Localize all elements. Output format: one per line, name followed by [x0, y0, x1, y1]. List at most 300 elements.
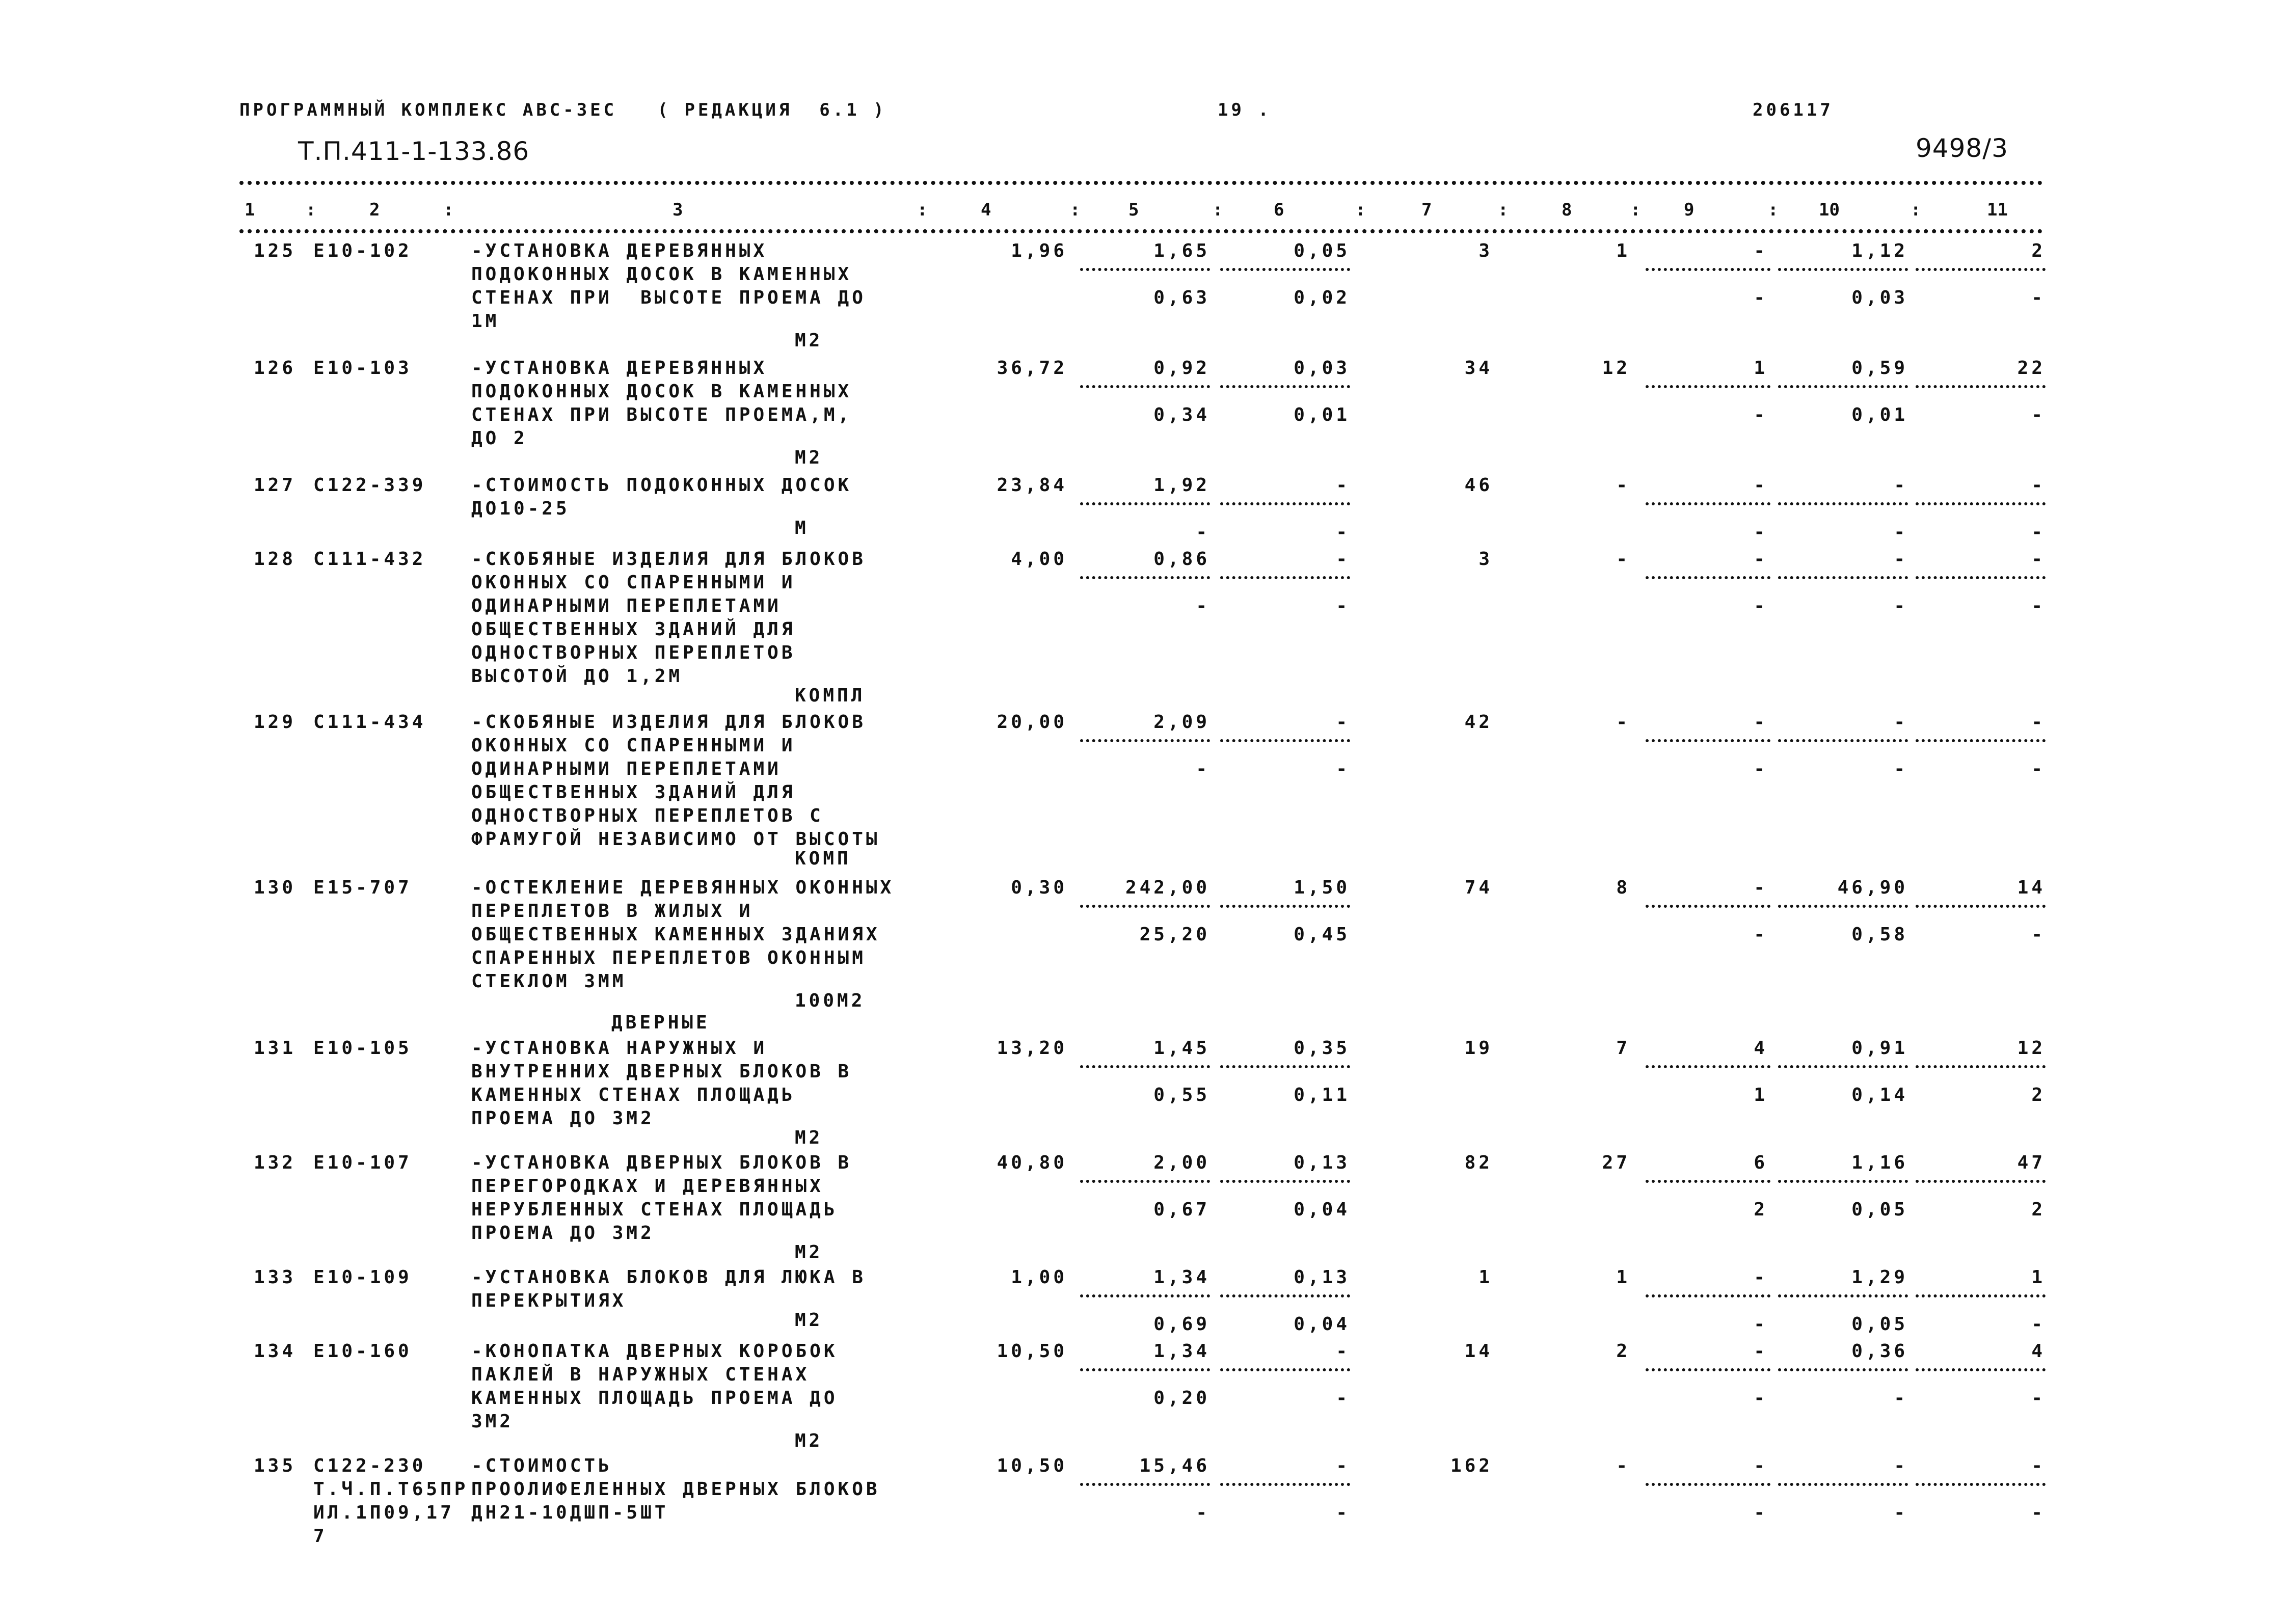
cost-divider: [1778, 1065, 1908, 1068]
labor-c: 1: [2031, 1267, 2046, 1288]
cost-divider: [1778, 905, 1908, 908]
unit-cost-wages: 25,20: [1139, 924, 1210, 945]
labor-c-sub: 2: [2031, 1199, 2046, 1220]
labor-c: 4: [2031, 1341, 2046, 1362]
cost-divider: [1916, 1368, 2046, 1371]
labor-c-sub: -: [2031, 287, 2046, 308]
norm-code: Е10-105: [313, 1038, 412, 1059]
unit-cost-machines: -: [1336, 1455, 1350, 1476]
unit-cost-machines: 0,13: [1294, 1267, 1350, 1288]
labor-b-sub: -: [1894, 759, 1908, 779]
labor-c-sub: -: [2031, 759, 2046, 779]
work-description-line: ОБЩЕСТВЕННЫХ ЗДАНИЙ ДЛЯ: [471, 782, 796, 803]
work-description-line: -УСТАНОВКА ДВЕРНЫХ БЛОКОВ В: [471, 1152, 852, 1173]
total-cost: 74: [1464, 877, 1493, 898]
work-description-line: -КОНОПАТКА ДВЕРНЫХ КОРОБОК: [471, 1341, 838, 1362]
cost-divider: [1778, 1180, 1908, 1183]
quantity: 0,30: [1011, 877, 1067, 898]
cost-divider: [1220, 905, 1350, 908]
work-description-line: -УСТАНОВКА ДЕРЕВЯННЫХ: [471, 358, 768, 378]
norm-code: Е10-102: [313, 240, 412, 261]
total-cost: 42: [1464, 712, 1493, 733]
row-number: 125: [254, 240, 297, 261]
work-description-line: ОДНОСТВОРНЫХ ПЕРЕПЛЕТОВ: [471, 642, 796, 663]
column-separator: :: [1768, 200, 1779, 220]
column-header-2: 2: [369, 200, 380, 220]
work-description-line: ВНУТРЕННИХ ДВЕРНЫХ БЛОКОВ В: [471, 1061, 852, 1082]
total-wages: 1: [1616, 1267, 1630, 1288]
quantity: 1,96: [1011, 240, 1067, 261]
column-header-6: 6: [1274, 200, 1284, 220]
cost-divider: [1220, 1294, 1350, 1297]
unit-cost-wages: 0,63: [1153, 287, 1210, 308]
work-description-line: ДН21-10ДШП-5ШТ: [471, 1502, 669, 1523]
work-description-line: ОДИНАРНЫМИ ПЕРЕПЛЕТАМИ: [471, 596, 782, 616]
column-separator: :: [1630, 200, 1641, 220]
quantity: 10,50: [997, 1341, 1067, 1362]
labor-a-sub: -: [1754, 404, 1768, 425]
work-description-line: КАМЕННЫХ ПЛОЩАДЬ ПРОЕМА ДО: [471, 1388, 838, 1409]
cost-divider: [1220, 576, 1350, 579]
header-rule-bottom: [239, 229, 2043, 233]
work-description-line: СТЕНАХ ПРИ ВЫСОТЕ ПРОЕМА ДО: [471, 287, 866, 308]
column-header-4: 4: [981, 200, 991, 220]
work-description-line: -УСТАНОВКА ДЕРЕВЯННЫХ: [471, 240, 768, 261]
labor-b-sub: -: [1894, 522, 1908, 543]
column-header-3: 3: [673, 200, 683, 220]
quantity: 4,00: [1011, 549, 1067, 570]
labor-c: 47: [2017, 1152, 2046, 1173]
document-code: 206117: [1753, 100, 1834, 120]
total-cost: 46: [1464, 475, 1493, 496]
column-separator: :: [1070, 200, 1081, 220]
cost-divider: [1080, 905, 1210, 908]
labor-a: -: [1754, 549, 1768, 570]
cost-divider: [1778, 502, 1908, 505]
labor-b-sub: -: [1894, 1388, 1908, 1409]
labor-a-sub: -: [1754, 1388, 1768, 1409]
total-wages: 12: [1602, 358, 1630, 378]
labor-b: 1,29: [1851, 1267, 1908, 1288]
work-description-line: ВЫСОТОЙ ДО 1,2М: [471, 666, 683, 687]
labor-a: -: [1754, 1267, 1768, 1288]
labor-c: 2: [2031, 240, 2046, 261]
work-description-line: -СКОБЯНЫЕ ИЗДЕЛИЯ ДЛЯ БЛОКОВ: [471, 712, 866, 733]
cost-divider: [1778, 268, 1908, 271]
unit-cost-machine-wages: -: [1336, 522, 1350, 543]
unit-cost-total: 1,34: [1153, 1267, 1210, 1288]
work-description-line: ДО 2: [471, 428, 528, 449]
labor-c: -: [2031, 712, 2046, 733]
labor-c-sub: 2: [2031, 1085, 2046, 1105]
column-header-8: 8: [1562, 200, 1572, 220]
labor-b: -: [1894, 1455, 1908, 1476]
labor-b: 46,90: [1837, 877, 1908, 898]
quantity: 40,80: [997, 1152, 1067, 1173]
unit-cost-machine-wages: -: [1336, 759, 1350, 779]
labor-a: -: [1754, 1455, 1768, 1476]
labor-c-sub: -: [2031, 1388, 2046, 1409]
cost-divider: [1646, 739, 1770, 742]
labor-b-sub: -: [1894, 596, 1908, 616]
cost-divider: [1080, 739, 1210, 742]
work-description-line: СПАРЕННЫХ ПЕРЕПЛЕТОВ ОКОННЫМ: [471, 948, 866, 968]
total-cost: 82: [1464, 1152, 1493, 1173]
labor-b-sub: 0,14: [1851, 1085, 1908, 1105]
unit-of-measure: М2: [795, 1127, 823, 1148]
total-wages: -: [1616, 475, 1630, 496]
norm-code: Е10-109: [313, 1267, 412, 1288]
cost-divider: [1916, 576, 2046, 579]
cost-divider: [1778, 1294, 1908, 1297]
quantity: 13,20: [997, 1038, 1067, 1059]
section-heading: ДВЕРНЫЕ: [611, 1012, 710, 1033]
cost-divider: [1778, 1368, 1908, 1371]
cost-divider: [1080, 1483, 1210, 1486]
row-number: 132: [254, 1152, 297, 1173]
unit-of-measure: М2: [795, 1242, 823, 1263]
unit-cost-machines: 0,03: [1294, 358, 1350, 378]
labor-a-sub: -: [1754, 522, 1768, 543]
work-description-line: ПРОЕМА ДО 3М2: [471, 1223, 655, 1243]
cost-divider: [1916, 739, 2046, 742]
unit-cost-machine-wages: 0,02: [1294, 287, 1350, 308]
labor-b: -: [1894, 475, 1908, 496]
labor-b: 0,91: [1851, 1038, 1908, 1059]
labor-a-sub: -: [1754, 924, 1768, 945]
norm-code: Е15-707: [313, 877, 412, 898]
labor-c: 14: [2017, 877, 2046, 898]
column-header-10: 10: [1819, 200, 1840, 220]
unit-cost-total: 1,34: [1153, 1341, 1210, 1362]
labor-c: -: [2031, 1455, 2046, 1476]
page-number: 19 .: [1218, 100, 1272, 120]
work-description-line: ПЕРЕПЛЕТОВ В ЖИЛЫХ И: [471, 901, 754, 922]
labor-a: 6: [1754, 1152, 1768, 1173]
norm-code: С122-230: [313, 1455, 426, 1476]
work-description-line: НЕРУБЛЕННЫХ СТЕНАХ ПЛОЩАДЬ: [471, 1199, 838, 1220]
unit-cost-machine-wages: -: [1336, 1502, 1350, 1523]
norm-code-extra: Т.Ч.П.Т65ПР: [313, 1479, 469, 1500]
total-cost: 34: [1464, 358, 1493, 378]
cost-divider: [1080, 268, 1210, 271]
column-separator: :: [1911, 200, 1921, 220]
unit-of-measure: М: [795, 518, 809, 538]
norm-code: Е10-107: [313, 1152, 412, 1173]
labor-b-sub: 0,01: [1851, 404, 1908, 425]
cost-divider: [1220, 268, 1350, 271]
labor-c: -: [2031, 549, 2046, 570]
labor-c: 22: [2017, 358, 2046, 378]
column-header-1: 1: [245, 200, 255, 220]
quantity: 1,00: [1011, 1267, 1067, 1288]
column-header-5: 5: [1128, 200, 1139, 220]
cost-divider: [1080, 502, 1210, 505]
work-description-line: ОКОННЫХ СО СПАРЕННЫМИ И: [471, 735, 796, 756]
row-number: 127: [254, 475, 297, 496]
labor-a-sub: -: [1754, 759, 1768, 779]
unit-cost-machines: 1,50: [1294, 877, 1350, 898]
unit-cost-total: 1,92: [1153, 475, 1210, 496]
labor-b: 1,12: [1851, 240, 1908, 261]
cost-divider: [1646, 268, 1770, 271]
cost-divider: [1080, 1294, 1210, 1297]
unit-cost-machine-wages: 0,04: [1294, 1199, 1350, 1220]
work-description-line: -СКОБЯНЫЕ ИЗДЕЛИЯ ДЛЯ БЛОКОВ: [471, 549, 866, 570]
unit-of-measure: М2: [795, 1310, 823, 1331]
labor-c-sub: -: [2031, 522, 2046, 543]
labor-a: 1: [1754, 358, 1768, 378]
cost-divider: [1646, 1065, 1770, 1068]
work-description-line: -СТОИМОСТЬ ПОДОКОННЫХ ДОСОК: [471, 475, 852, 496]
work-description-line: ПРОЕМА ДО 3М2: [471, 1108, 655, 1129]
work-description-line: ПАКЛЕЙ В НАРУЖНЫХ СТЕНАХ: [471, 1364, 810, 1385]
quantity: 10,50: [997, 1455, 1067, 1476]
work-description-line: -ОСТЕКЛЕНИЕ ДЕРЕВЯННЫХ ОКОННЫХ: [471, 877, 895, 898]
norm-code: С111-432: [313, 549, 426, 570]
column-separator: :: [306, 200, 316, 220]
unit-cost-wages: 0,34: [1153, 404, 1210, 425]
row-number: 131: [254, 1038, 297, 1059]
unit-cost-wages: 0,69: [1153, 1314, 1210, 1335]
unit-of-measure: М2: [795, 447, 823, 468]
total-cost: 14: [1464, 1341, 1493, 1362]
unit-cost-machines: 0,05: [1294, 240, 1350, 261]
labor-a-sub: 2: [1754, 1199, 1768, 1220]
norm-code: С111-434: [313, 712, 426, 733]
total-wages: 7: [1616, 1038, 1630, 1059]
unit-of-measure: М2: [795, 330, 823, 351]
quantity: 36,72: [997, 358, 1067, 378]
unit-cost-wages: 0,67: [1153, 1199, 1210, 1220]
unit-cost-total: 1,45: [1153, 1038, 1210, 1059]
unit-cost-machine-wages: 0,45: [1294, 924, 1350, 945]
labor-b-sub: 0,58: [1851, 924, 1908, 945]
labor-a: -: [1754, 475, 1768, 496]
total-wages: -: [1616, 712, 1630, 733]
labor-a-sub: 1: [1754, 1085, 1768, 1105]
cost-divider: [1220, 1065, 1350, 1068]
work-description-line: СТЕНАХ ПРИ ВЫСОТЕ ПРОЕМА,М,: [471, 404, 852, 425]
total-cost: 19: [1464, 1038, 1493, 1059]
unit-cost-machine-wages: 0,01: [1294, 404, 1350, 425]
labor-b: 0,36: [1851, 1341, 1908, 1362]
cost-divider: [1916, 385, 2046, 388]
labor-c-sub: -: [2031, 1314, 2046, 1335]
labor-b: -: [1894, 712, 1908, 733]
work-description-line: -УСТАНОВКА БЛОКОВ ДЛЯ ЛЮКА В: [471, 1267, 866, 1288]
cost-divider: [1916, 1294, 2046, 1297]
column-separator: :: [1498, 200, 1509, 220]
norm-code: Е10-160: [313, 1341, 412, 1362]
cost-divider: [1778, 385, 1908, 388]
unit-cost-wages: -: [1196, 522, 1210, 543]
column-separator: :: [1213, 200, 1223, 220]
total-wages: -: [1616, 1455, 1630, 1476]
cost-divider: [1220, 1483, 1350, 1486]
row-number: 133: [254, 1267, 297, 1288]
unit-cost-machine-wages: 0,11: [1294, 1085, 1350, 1105]
total-wages: -: [1616, 549, 1630, 570]
column-separator: :: [917, 200, 928, 220]
norm-code-extra: ИЛ.1П09,17: [313, 1502, 454, 1523]
total-wages: 2: [1616, 1341, 1630, 1362]
norm-code: С122-339: [313, 475, 426, 496]
unit-cost-machine-wages: -: [1336, 1388, 1350, 1409]
total-cost: 3: [1478, 549, 1493, 570]
work-description-line: ПОДОКОННЫХ ДОСОК В КАМЕННЫХ: [471, 264, 852, 285]
cost-divider: [1220, 1368, 1350, 1371]
unit-cost-total: 2,09: [1153, 712, 1210, 733]
cost-divider: [1916, 268, 2046, 271]
norm-code: Е10-103: [313, 358, 412, 378]
cost-divider: [1080, 1180, 1210, 1183]
work-description-line: ДО10-25: [471, 498, 570, 519]
unit-cost-total: 2,00: [1153, 1152, 1210, 1173]
unit-cost-wages: -: [1196, 596, 1210, 616]
cost-divider: [1778, 1483, 1908, 1486]
column-header-9: 9: [1684, 200, 1695, 220]
unit-of-measure: М2: [795, 1430, 823, 1451]
cost-divider: [1220, 739, 1350, 742]
labor-a-sub: -: [1754, 596, 1768, 616]
work-description-line: 1М: [471, 311, 500, 332]
labor-b-sub: -: [1894, 1502, 1908, 1523]
labor-c-sub: -: [2031, 404, 2046, 425]
labor-a-sub: -: [1754, 287, 1768, 308]
total-cost: 1: [1478, 1267, 1493, 1288]
work-description-line: ОБЩЕСТВЕННЫХ КАМЕННЫХ ЗДАНИЯХ: [471, 924, 880, 945]
cost-divider: [1220, 502, 1350, 505]
quantity: 20,00: [997, 712, 1067, 733]
program-title: ПРОГРАММНЫЙ КОМПЛЕКС АВС-3ЕС ( РЕДАКЦИЯ 6.1 ): [239, 100, 887, 120]
cost-divider: [1916, 1065, 2046, 1068]
labor-c-sub: -: [2031, 1502, 2046, 1523]
cost-divider: [1778, 576, 1908, 579]
cost-divider: [1778, 739, 1908, 742]
unit-cost-total: 1,65: [1153, 240, 1210, 261]
cost-divider: [1916, 502, 2046, 505]
work-description-line: КАМЕННЫХ СТЕНАХ ПЛОЩАДЬ: [471, 1085, 796, 1105]
unit-cost-machines: -: [1336, 475, 1350, 496]
cost-divider: [1646, 1180, 1770, 1183]
labor-b: -: [1894, 549, 1908, 570]
unit-cost-machines: -: [1336, 549, 1350, 570]
unit-cost-machines: 0,13: [1294, 1152, 1350, 1173]
handwritten-doc-reference: Т.П.411-1-133.86: [298, 137, 530, 166]
work-description-line: ОКОННЫХ СО СПАРЕННЫМИ И: [471, 572, 796, 593]
norm-code-extra: 7: [313, 1526, 328, 1547]
labor-a: -: [1754, 877, 1768, 898]
handwritten-sheet-number: 9498/3: [1916, 133, 2008, 163]
header-rule-top: [239, 181, 2043, 185]
quantity: 23,84: [997, 475, 1067, 496]
labor-a-sub: -: [1754, 1502, 1768, 1523]
labor-a: 4: [1754, 1038, 1768, 1059]
cost-divider: [1646, 1294, 1770, 1297]
cost-divider: [1646, 905, 1770, 908]
cost-divider: [1080, 576, 1210, 579]
row-number: 129: [254, 712, 297, 733]
unit-cost-wages: -: [1196, 759, 1210, 779]
labor-c: -: [2031, 475, 2046, 496]
work-description-line: ПЕРЕКРЫТИЯХ: [471, 1290, 627, 1311]
row-number: 134: [254, 1341, 297, 1362]
unit-cost-machines: 0,35: [1294, 1038, 1350, 1059]
cost-divider: [1646, 1368, 1770, 1371]
unit-cost-wages: 0,20: [1153, 1388, 1210, 1409]
unit-of-measure: КОМП: [795, 848, 851, 869]
row-number: 128: [254, 549, 297, 570]
column-separator: :: [443, 200, 454, 220]
work-description-line: -УСТАНОВКА НАРУЖНЫХ И: [471, 1038, 768, 1059]
work-description-line: ОБЩЕСТВЕННЫХ ЗДАНИЙ ДЛЯ: [471, 619, 796, 640]
work-description-line: ПЕРЕГОРОДКАХ И ДЕРЕВЯННЫХ: [471, 1176, 824, 1197]
work-description-line: СТЕКЛОМ 3ММ: [471, 971, 627, 992]
labor-a: -: [1754, 1341, 1768, 1362]
unit-cost-machine-wages: 0,04: [1294, 1314, 1350, 1335]
cost-divider: [1916, 1483, 2046, 1486]
cost-divider: [1080, 1368, 1210, 1371]
labor-c-sub: -: [2031, 924, 2046, 945]
labor-b-sub: 0,05: [1851, 1199, 1908, 1220]
unit-of-measure: 100М2: [795, 990, 866, 1011]
cost-divider: [1080, 1065, 1210, 1068]
cost-divider: [1646, 502, 1770, 505]
cost-divider: [1916, 905, 2046, 908]
cost-divider: [1646, 385, 1770, 388]
unit-cost-machines: -: [1336, 1341, 1350, 1362]
cost-divider: [1220, 385, 1350, 388]
unit-cost-machine-wages: -: [1336, 596, 1350, 616]
unit-cost-total: 0,86: [1153, 549, 1210, 570]
cost-divider: [1646, 576, 1770, 579]
cost-divider: [1220, 1180, 1350, 1183]
row-number: 130: [254, 877, 297, 898]
labor-a: -: [1754, 240, 1768, 261]
unit-cost-total: 0,92: [1153, 358, 1210, 378]
total-wages: 27: [1602, 1152, 1630, 1173]
work-description-line: ПРООЛИФЕЛЕННЫХ ДВЕРНЫХ БЛОКОВ: [471, 1479, 880, 1500]
labor-b: 1,16: [1851, 1152, 1908, 1173]
labor-b-sub: 0,03: [1851, 287, 1908, 308]
unit-cost-wages: 0,55: [1153, 1085, 1210, 1105]
work-description-line: ОДИНАРНЫМИ ПЕРЕПЛЕТАМИ: [471, 759, 782, 779]
row-number: 126: [254, 358, 297, 378]
column-separator: :: [1355, 200, 1366, 220]
cost-divider: [1916, 1180, 2046, 1183]
work-description-line: 3М2: [471, 1411, 514, 1432]
work-description-line: ФРАМУГОЙ НЕЗАВИСИМО ОТ ВЫСОТЫ: [471, 829, 880, 850]
work-description-line: ОДНОСТВОРНЫХ ПЕРЕПЛЕТОВ С: [471, 805, 824, 826]
column-header-7: 7: [1421, 200, 1432, 220]
total-cost: 162: [1450, 1455, 1493, 1476]
labor-a: -: [1754, 712, 1768, 733]
labor-b-sub: 0,05: [1851, 1314, 1908, 1335]
total-cost: 3: [1478, 240, 1493, 261]
labor-c: 12: [2017, 1038, 2046, 1059]
total-wages: 1: [1616, 240, 1630, 261]
work-description-line: -СТОИМОСТЬ: [471, 1455, 612, 1476]
unit-cost-wages: -: [1196, 1502, 1210, 1523]
labor-a-sub: -: [1754, 1314, 1768, 1335]
total-wages: 8: [1616, 877, 1630, 898]
unit-cost-total: 15,46: [1139, 1455, 1210, 1476]
cost-divider: [1080, 385, 1210, 388]
unit-cost-machines: -: [1336, 712, 1350, 733]
column-header-11: 11: [1987, 200, 2008, 220]
cost-divider: [1646, 1483, 1770, 1486]
